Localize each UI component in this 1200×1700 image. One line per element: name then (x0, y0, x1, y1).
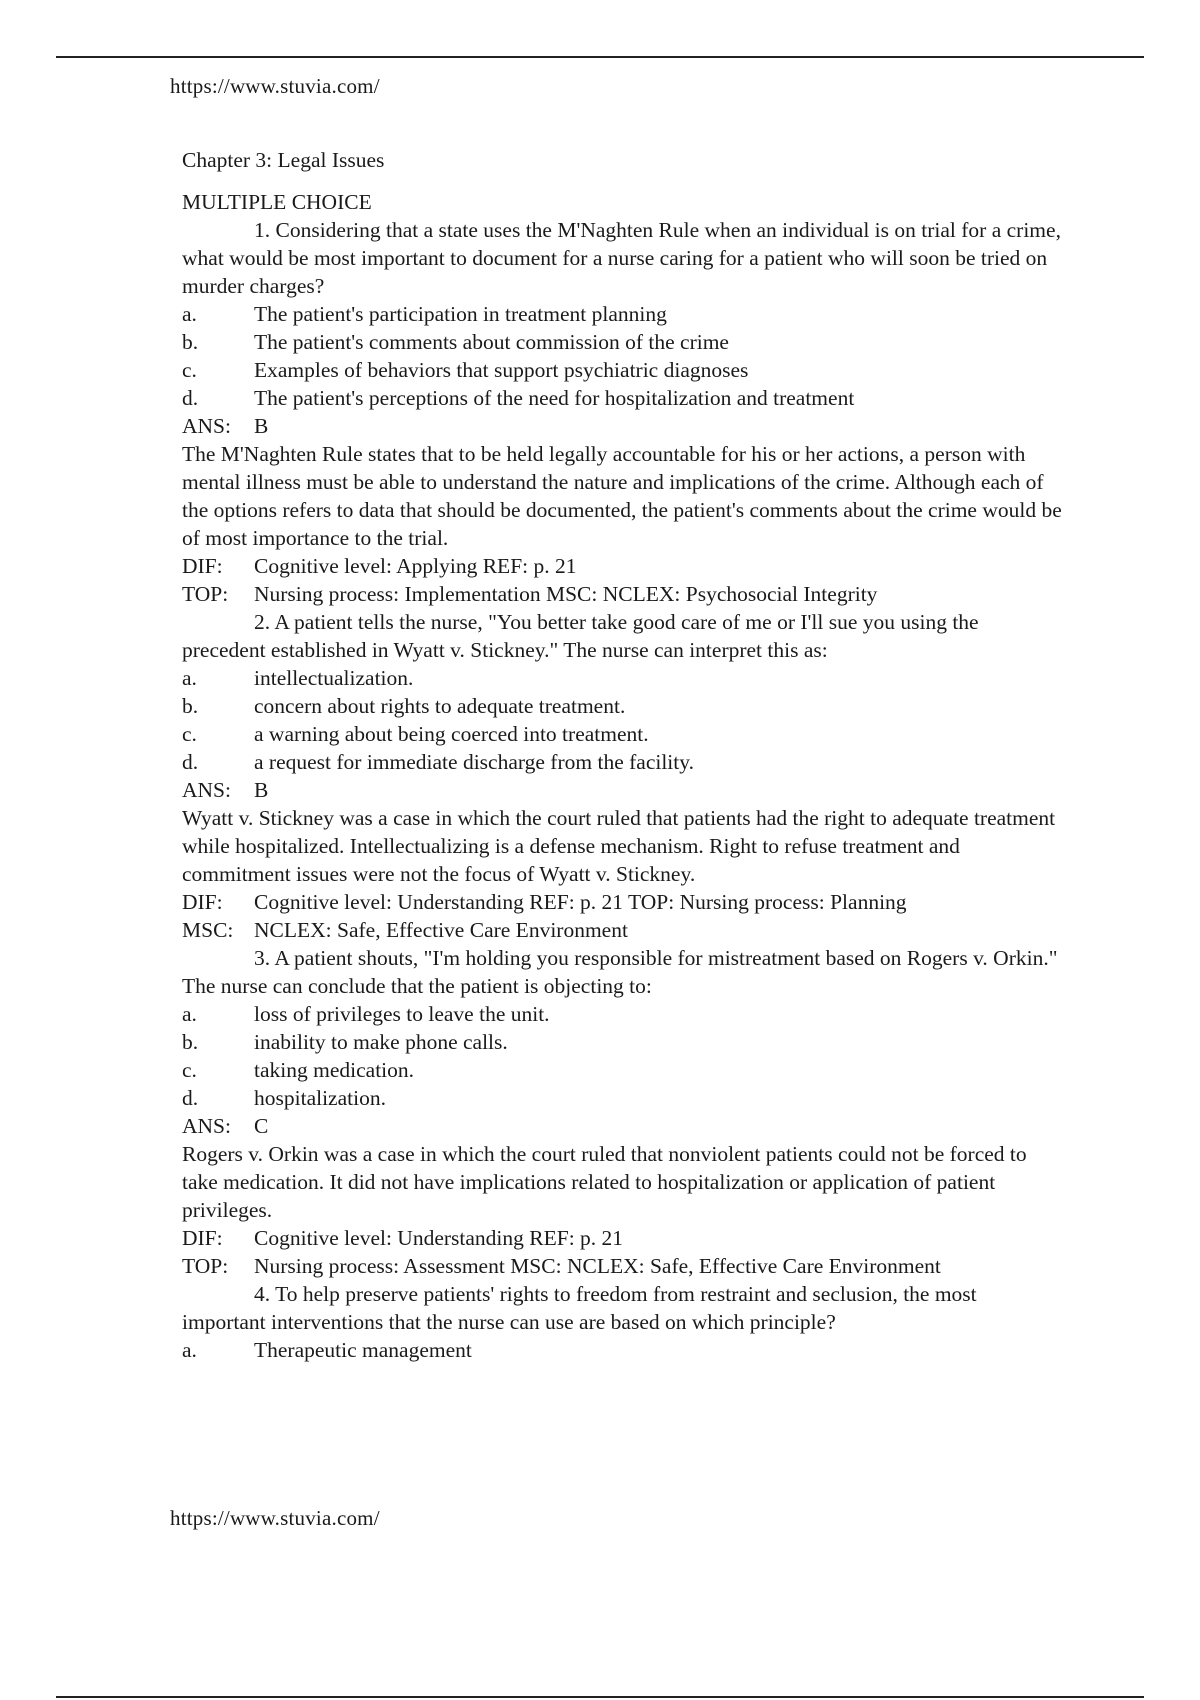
meta-key: DIF: (182, 890, 223, 914)
meta-value: Nursing process: Implementation MSC: NCLEX: Psychosocial Integrity (254, 582, 878, 606)
option-text: loss of privileges to leave the unit. (254, 1002, 550, 1026)
option-a (182, 664, 1062, 692)
footer-url[interactable]: https://www.stuvia.com/ (170, 1506, 380, 1530)
question-1 (182, 216, 1062, 608)
answer-line (182, 412, 1062, 440)
meta-line (182, 916, 1062, 944)
meta-value: Cognitive level: Applying REF: p. 21 (254, 554, 577, 578)
option-c (182, 1056, 1062, 1084)
option-text: The patient's comments about commission of the crime (254, 330, 729, 354)
meta-key: DIF: (182, 554, 223, 578)
meta-key: DIF: (182, 1226, 223, 1250)
question-2 (182, 608, 1062, 944)
option-letter: d. (182, 750, 199, 774)
option-letter: d. (182, 1086, 199, 1110)
option-a (182, 1336, 1062, 1364)
meta-value: Cognitive level: Understanding REF: p. 21 (254, 1226, 624, 1250)
option-c (182, 720, 1062, 748)
option-a (182, 300, 1062, 328)
header-url[interactable]: https://www.stuvia.com/ (170, 74, 380, 98)
option-letter: b. (182, 694, 199, 718)
answer-label: ANS: (182, 1114, 231, 1138)
meta-line (182, 1252, 1062, 1280)
option-text: Examples of behaviors that support psychiatric diagnoses (254, 358, 749, 382)
answer-label: ANS: (182, 414, 231, 438)
question-stem: 4. To help preserve patients' rights to freedom from restraint and seclusion, the most important interventions that the nurse can use are based on which principle? (182, 1282, 977, 1334)
rationale: The M'Naghten Rule states that to be held legally accountable for his or her actions, a person with mental illness must be able to understand the nature and implications of the crime. Although each of the options refers to data that should be documented, the patient's comments about the crime would be of most importance to the trial. (182, 442, 1062, 550)
meta-value: NCLEX: Safe, Effective Care Environment (254, 918, 628, 942)
option-text: The patient's perceptions of the need for hospitalization and treatment (254, 386, 855, 410)
option-letter: a. (182, 1338, 197, 1362)
meta-value: Cognitive level: Understanding REF: p. 21 TOP: Nursing process: Planning (254, 890, 907, 914)
answer-line (182, 776, 1062, 804)
option-letter: b. (182, 330, 199, 354)
meta-line (182, 888, 1062, 916)
option-text: a warning about being coerced into treatment. (254, 722, 649, 746)
option-text: taking medication. (254, 1058, 415, 1082)
option-text: Therapeutic management (254, 1338, 472, 1362)
rationale: Wyatt v. Stickney was a case in which the court ruled that patients had the right to adequate treatment while hospitalized. Intellectualizing is a defense mechanism. Right to refuse treatment and commitment issues were not the focus of Wyatt v. Stickney. (182, 806, 1056, 886)
option-letter: a. (182, 1002, 197, 1026)
document-body (182, 146, 1062, 1364)
question-stem: 1. Considering that a state uses the M'Naghten Rule when an individual is on trial for a crime, what would be most important to document for a nurse caring for a patient who will soon be tried on murder charges? (182, 218, 1061, 298)
option-letter: d. (182, 386, 199, 410)
option-c (182, 356, 1062, 384)
question-3 (182, 944, 1062, 1280)
rationale: Rogers v. Orkin was a case in which the court ruled that nonviolent patients could not be forced to take medication. It did not have implications related to hospitalization or application of patient privileges. (182, 1142, 1027, 1222)
option-letter: c. (182, 1058, 197, 1082)
meta-key: TOP: (182, 582, 229, 606)
option-letter: a. (182, 666, 197, 690)
option-letter: a. (182, 302, 197, 326)
question-4 (182, 1280, 1062, 1364)
option-letter: c. (182, 358, 197, 382)
option-a (182, 1000, 1062, 1028)
meta-line (182, 552, 1062, 580)
option-text: inability to make phone calls. (254, 1030, 508, 1054)
option-b (182, 692, 1062, 720)
option-d (182, 1084, 1062, 1112)
question-stem: 2. A patient tells the nurse, "You better take good care of me or I'll sue you using the precedent established in Wyatt v. Stickney." The nurse can interpret this as: (182, 610, 979, 662)
question-stem: 3. A patient shouts, "I'm holding you responsible for mistreatment based on Rogers v. Orkin." The nurse can conclude that the patient is objecting to: (182, 946, 1058, 998)
answer-value: C (254, 1114, 269, 1138)
answer-label: ANS: (182, 778, 231, 802)
option-b (182, 1028, 1062, 1056)
meta-line (182, 580, 1062, 608)
option-d (182, 748, 1062, 776)
top-rule (56, 56, 1144, 58)
meta-key: MSC: (182, 918, 234, 942)
option-text: The patient's participation in treatment planning (254, 302, 667, 326)
option-text: hospitalization. (254, 1086, 386, 1110)
meta-value: Nursing process: Assessment MSC: NCLEX: Safe, Effective Care Environment (254, 1254, 941, 1278)
answer-value: B (254, 778, 269, 802)
option-d (182, 384, 1062, 412)
option-letter: b. (182, 1030, 199, 1054)
chapter-title: Chapter 3: Legal Issues (182, 148, 385, 172)
answer-value: B (254, 414, 269, 438)
option-b (182, 328, 1062, 356)
meta-line (182, 1224, 1062, 1252)
section-heading: MULTIPLE CHOICE (182, 190, 372, 214)
answer-line (182, 1112, 1062, 1140)
option-text: intellectualization. (254, 666, 414, 690)
bottom-rule (56, 1696, 1144, 1698)
option-letter: c. (182, 722, 197, 746)
option-text: a request for immediate discharge from the facility. (254, 750, 694, 774)
meta-key: TOP: (182, 1254, 229, 1278)
option-text: concern about rights to adequate treatment. (254, 694, 626, 718)
